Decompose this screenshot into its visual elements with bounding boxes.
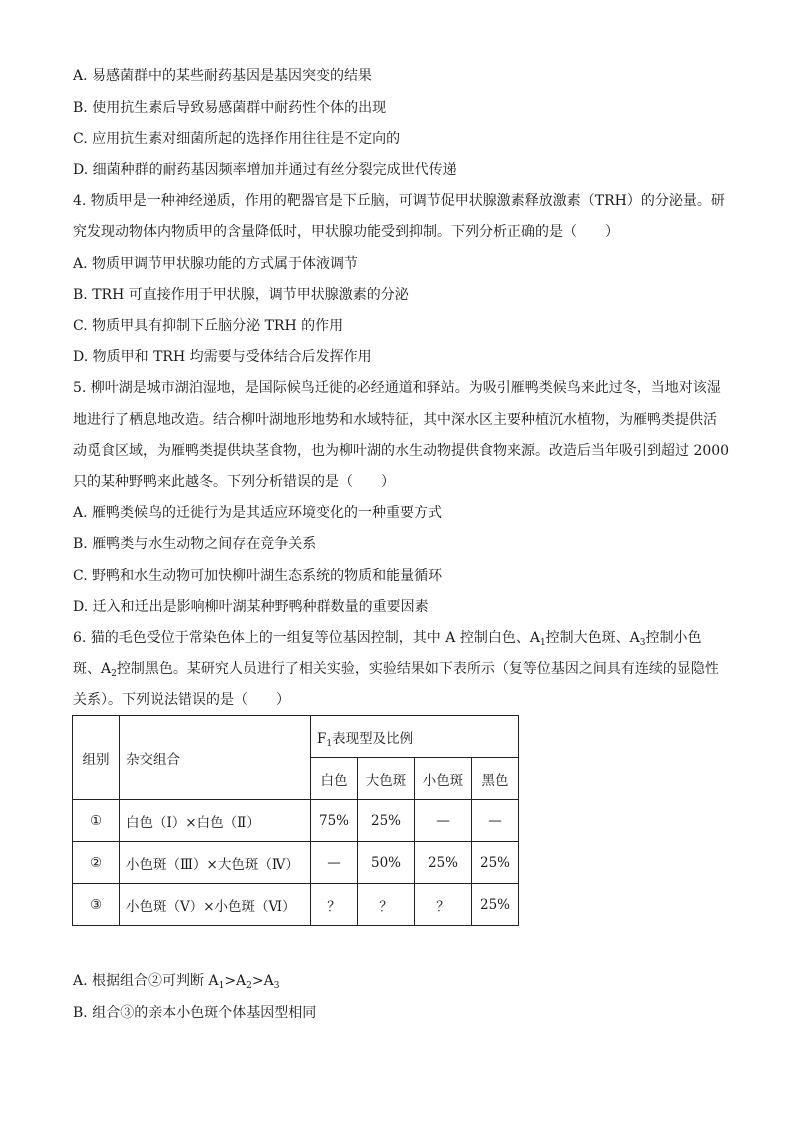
q5-option-a: A. 雁鸭类候鸟的迁徙行为是其适应环境变化的一种重要方式 xyxy=(73,505,443,521)
table-header-row xyxy=(73,716,519,758)
q3-option-b: B. 使用抗生素后导致易感菌群中耐药性个体的出现 xyxy=(73,100,387,116)
table-row xyxy=(73,800,519,842)
q4-option-c: C. 物质甲具有抑制下丘脑分泌 TRH 的作用 xyxy=(73,318,344,334)
q4-stem-line-2: 究发现动物体内物质甲的含量降低时，甲状腺功能受到抑制。下列分析正确的是（ ） xyxy=(73,224,619,240)
q5-stem-line-3: 动觅食区域，为雁鸭类提供块茎食物，也为柳叶湖的水生动物提供食物来源。改造后当年吸引到超过 2000 xyxy=(73,443,730,459)
cell-black: 25% xyxy=(472,842,519,884)
cell-white: ？ xyxy=(311,884,358,926)
header-large-spot: 大色斑 xyxy=(358,758,415,800)
cross-results-table xyxy=(72,715,519,926)
cell-large-spot: 50% xyxy=(358,842,415,884)
header-small-spot: 小色斑 xyxy=(415,758,472,800)
q5-stem-line-4: 只的某种野鸭来此越冬。下列分析错误的是（ ） xyxy=(73,474,395,490)
table-row xyxy=(73,884,519,926)
cell-large-spot: 25% xyxy=(358,800,415,842)
q4-option-b: B. TRH 可直接作用于甲状腺，调节甲状腺激素的分泌 xyxy=(73,287,409,303)
q3-option-d: D. 细菌种群的耐药基因频率增加并通过有丝分裂完成世代传递 xyxy=(73,162,457,178)
q5-stem-line-1: 5. 柳叶湖是城市湖泊湿地，是国际候鸟迁徙的必经通道和驿站。为吸引雁鸭类候鸟来此过冬，当地对该湿 xyxy=(73,380,721,396)
q4-option-a: A. 物质甲调节甲状腺功能的方式属于体液调节 xyxy=(73,256,359,272)
row-id: ② xyxy=(73,842,120,884)
cell-large-spot: ？ xyxy=(358,884,415,926)
row-id: ③ xyxy=(73,884,120,926)
row-cross: 白色（Ⅰ）×白色（Ⅱ） xyxy=(120,800,311,842)
header-white: 白色 xyxy=(311,758,358,800)
q6-option-b: B. 组合③的亲本小色斑个体基因型相同 xyxy=(73,1005,317,1021)
cell-white: 75% xyxy=(311,800,358,842)
cell-white: — xyxy=(311,842,358,884)
q4-option-d: D. 物质甲和 TRH 均需要与受体结合后发挥作用 xyxy=(73,349,372,365)
cell-small-spot: — xyxy=(415,800,472,842)
cell-small-spot: ？ xyxy=(415,884,472,926)
q6-stem-line-3: 关系）。下列说法错误的是（ ） xyxy=(73,692,290,708)
row-cross: 小色斑（Ⅴ）×小色斑（Ⅵ） xyxy=(120,884,311,926)
q4-stem-line-1: 4. 物质甲是一种神经递质，作用的靶器官是下丘脑，可调节促甲状腺激素释放激素（TRH）的分泌量。研 xyxy=(73,193,725,209)
header-black: 黑色 xyxy=(472,758,519,800)
q5-option-d: D. 迁入和迁出是影响柳叶湖某种野鸭种群数量的重要因素 xyxy=(73,599,429,615)
header-group: 组别 xyxy=(73,716,120,800)
q6-option-a: A. 根据组合②可判断 $A_1>A_2>A_3$ xyxy=(73,973,280,991)
q3-option-c: C. 应用抗生素对细菌所起的选择作用往往是不定向的 xyxy=(73,131,401,147)
row-cross: 小色斑（Ⅲ）×大色斑（Ⅳ） xyxy=(120,842,311,884)
q6-stem-line-1: 6. 猫的毛色受位于常染色体上的一组复等位基因控制，其中 A 控制白色、$A_1$控制大色斑、$A_3$控制小色 xyxy=(73,630,702,648)
cell-small-spot: 25% xyxy=(415,842,472,884)
header-cross: 杂交组合 xyxy=(120,716,311,800)
q5-option-c: C. 野鸭和水生动物可加快柳叶湖生态系统的物质和能量循环 xyxy=(73,568,443,584)
header-f1-phenotype: $F_1$表现型及比例 xyxy=(311,716,519,758)
q5-option-b: B. 雁鸭类与水生动物之间存在竞争关系 xyxy=(73,536,317,552)
row-id: ① xyxy=(73,800,120,842)
cell-black: — xyxy=(472,800,519,842)
q6-stem-line-2: 斑、$A_2$控制黑色。某研究人员进行了相关实验，实验结果如下表所示（复等位基因之间具有连续的显隐性 xyxy=(73,661,719,679)
q3-option-a: A. 易感菌群中的某些耐药基因是基因突变的结果 xyxy=(73,68,373,84)
table-row xyxy=(73,842,519,884)
q5-stem-line-2: 地进行了栖息地改造。结合柳叶湖地形地势和水域特征，其中深水区主要种植沉水植物，为雁鸭类提供活 xyxy=(73,412,717,428)
cell-black: 25% xyxy=(472,884,519,926)
